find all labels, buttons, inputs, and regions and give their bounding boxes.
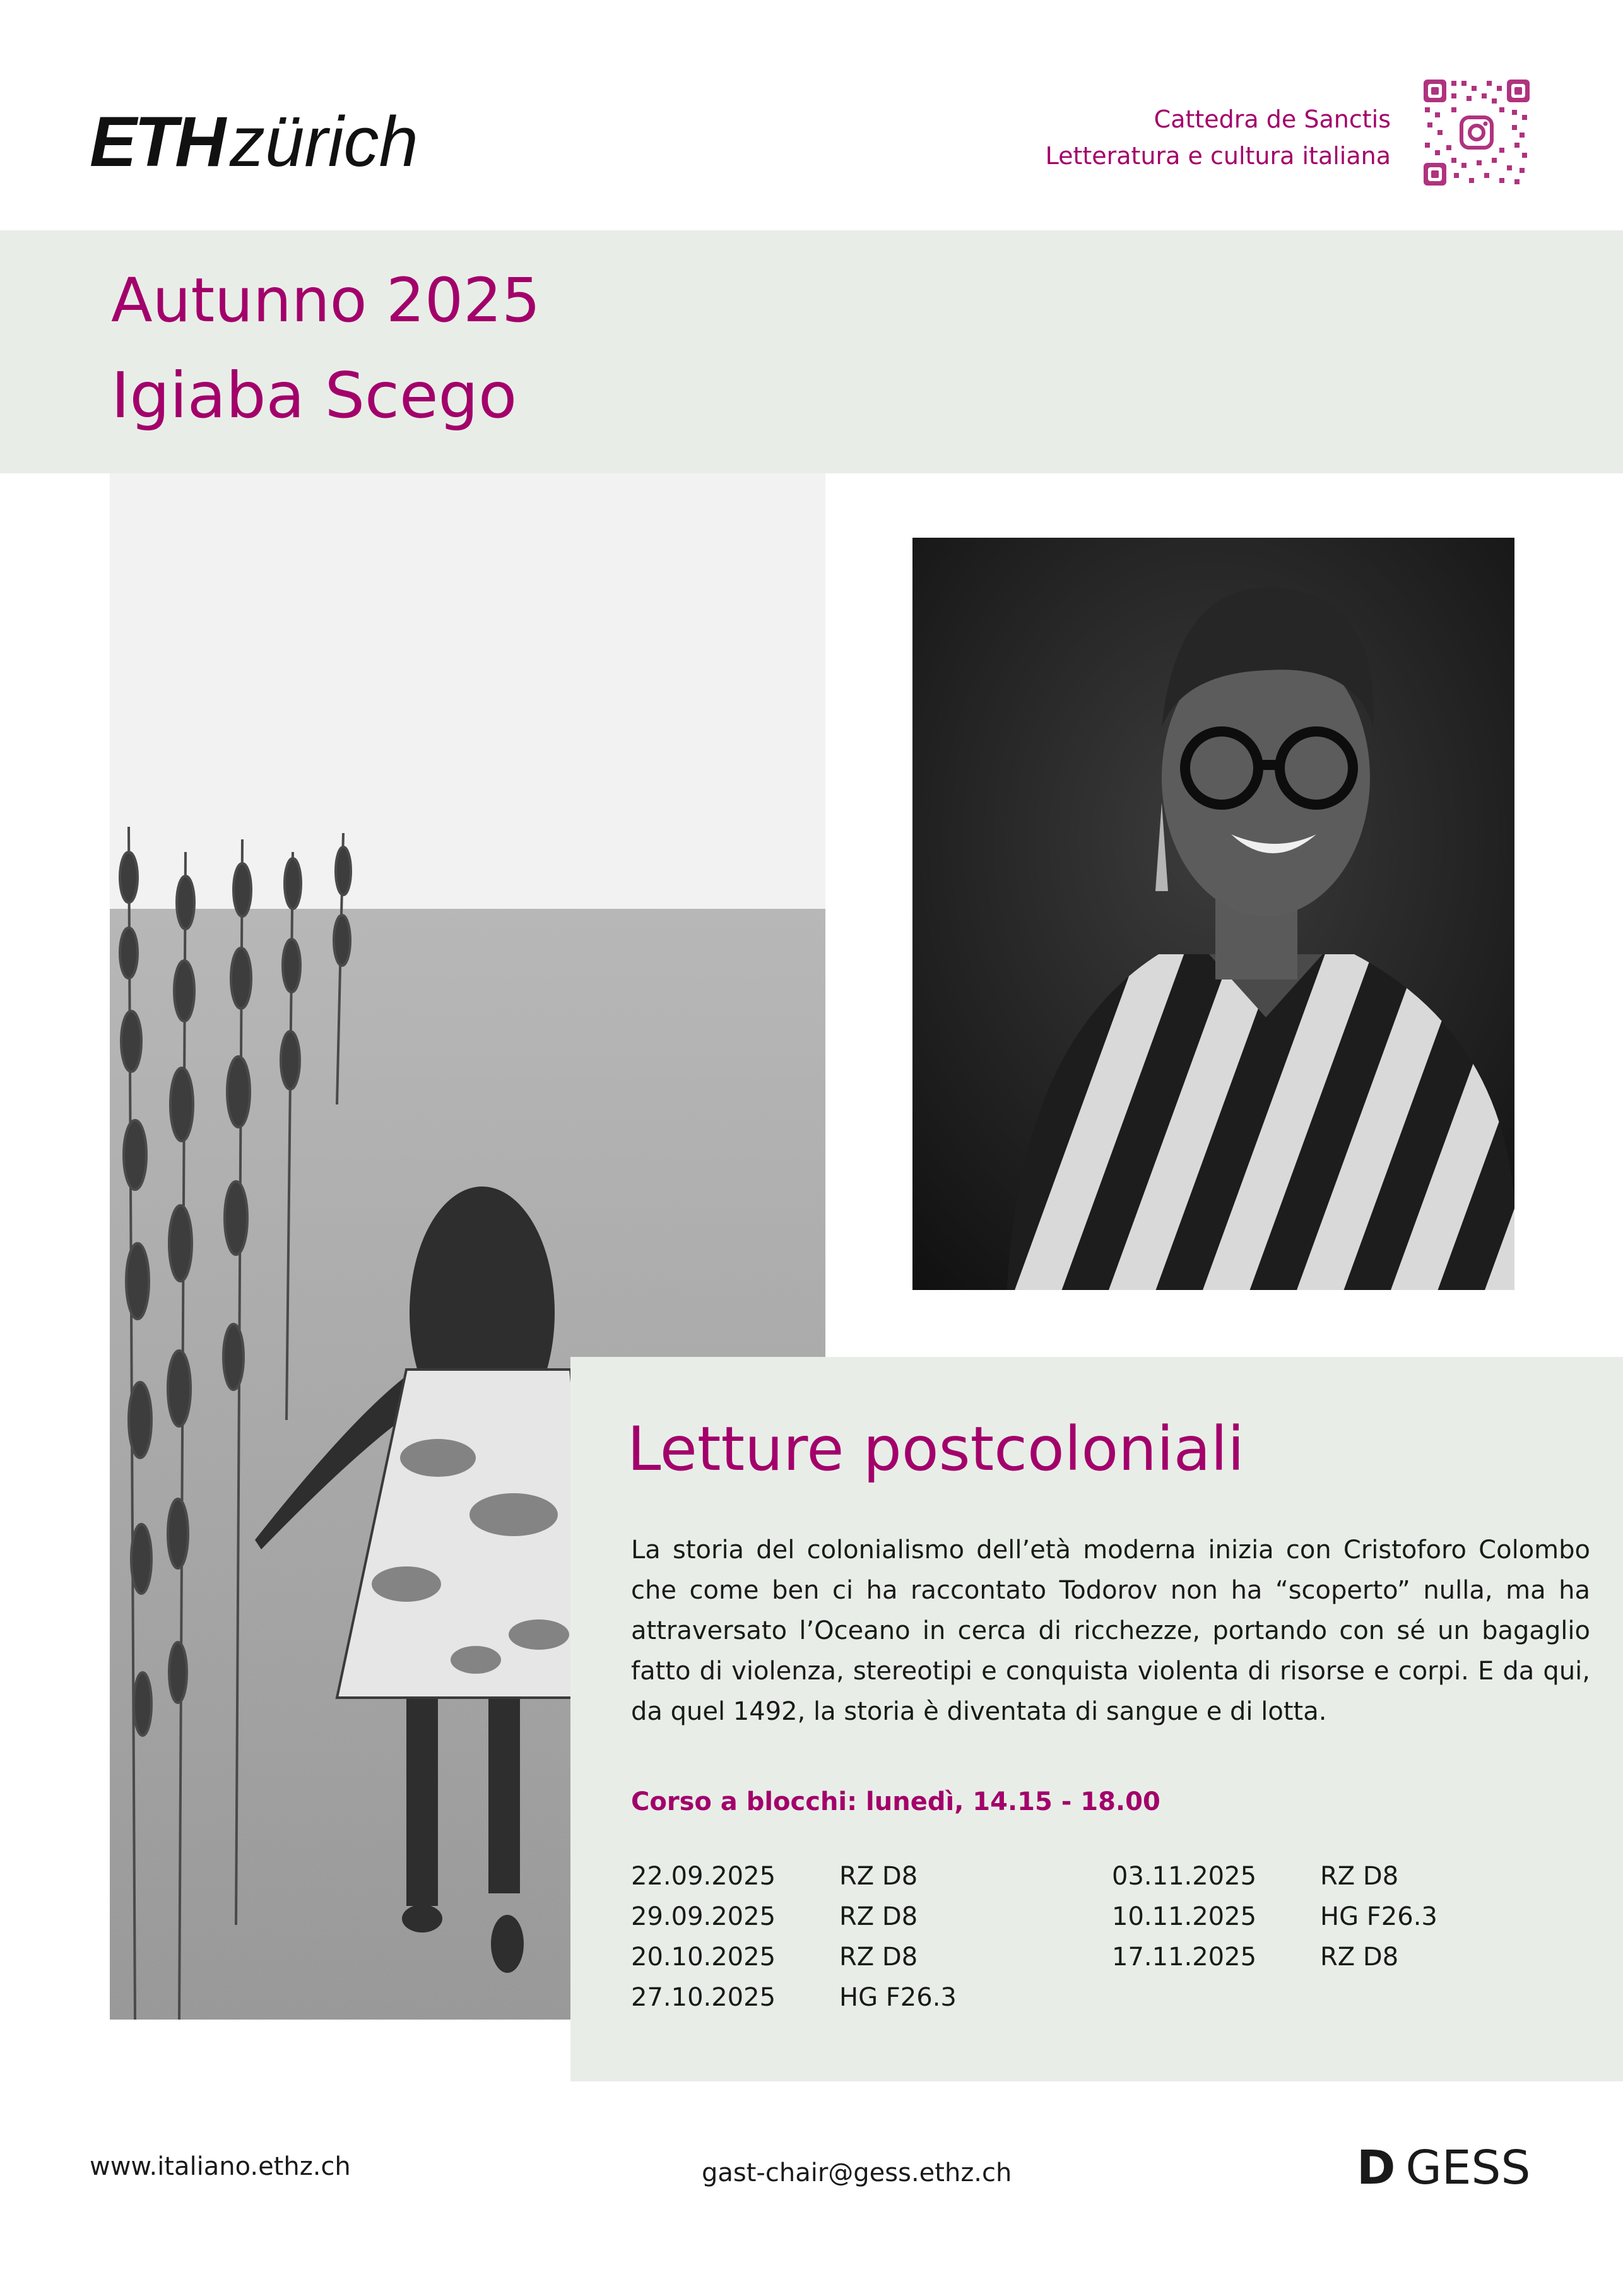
email-link[interactable]: gast-chair@gess.ethz.ch: [702, 2158, 1012, 2187]
website-link[interactable]: www.italiano.ethz.ch: [90, 2152, 351, 2181]
session-room: HG F26.3: [839, 1983, 957, 2012]
session-room: RZ D8: [1320, 1862, 1399, 1891]
dgess-logo-text: GESS: [1405, 2141, 1531, 2195]
eth-logo: [90, 101, 418, 181]
chair-subtitle: Letteratura e cultura italiana: [1045, 142, 1391, 170]
session-date: 03.11.2025: [1112, 1862, 1257, 1891]
session-date: 17.11.2025: [1112, 1943, 1257, 1972]
schedule-label: Corso a blocchi: lunedì, 14.15 - 18.00: [631, 1787, 1160, 1816]
session-room: RZ D8: [839, 1902, 918, 1931]
session-room: RZ D8: [839, 1862, 918, 1891]
dgess-logo: [1357, 2141, 1530, 2195]
logo-eth: ETH: [90, 102, 223, 181]
logo-zurich: zürich: [230, 102, 418, 181]
season-title: Autunno 2025: [111, 265, 541, 336]
author-portrait-photo: [912, 538, 1514, 1290]
session-date: 27.10.2025: [631, 1983, 776, 2012]
session-date: 29.09.2025: [631, 1902, 776, 1931]
session-room: RZ D8: [1320, 1943, 1399, 1972]
session-date: 20.10.2025: [631, 1943, 776, 1972]
course-title: Letture postcoloniali: [627, 1414, 1244, 1484]
instagram-qr-code[interactable]: [1424, 80, 1530, 186]
course-description: La storia del colonialismo dell’età moderna inizia con Cristoforo Colombo che come ben ci ha raccontato Todorov non ha “scoperto” nulla, ma ha attraversato l’Oceano in cerca di ricchezze, portando con sé un bagaglio fatto di violenza, stereotipi e conquista violenta di risorse e corpi. E da qui, da quel 1492, la storia è diventata di sangue e di lotta.: [631, 1536, 1590, 1726]
session-room: HG F26.3: [1320, 1902, 1437, 1931]
session-room: RZ D8: [839, 1943, 918, 1972]
session-date: 10.11.2025: [1112, 1902, 1257, 1931]
dgess-logo-d: D: [1357, 2141, 1396, 2195]
session-date: 22.09.2025: [631, 1862, 776, 1891]
author-name: Igiaba Scego: [111, 358, 517, 432]
chair-info: [1046, 101, 1391, 174]
chair-name: Cattedra de Sanctis: [1154, 105, 1391, 133]
